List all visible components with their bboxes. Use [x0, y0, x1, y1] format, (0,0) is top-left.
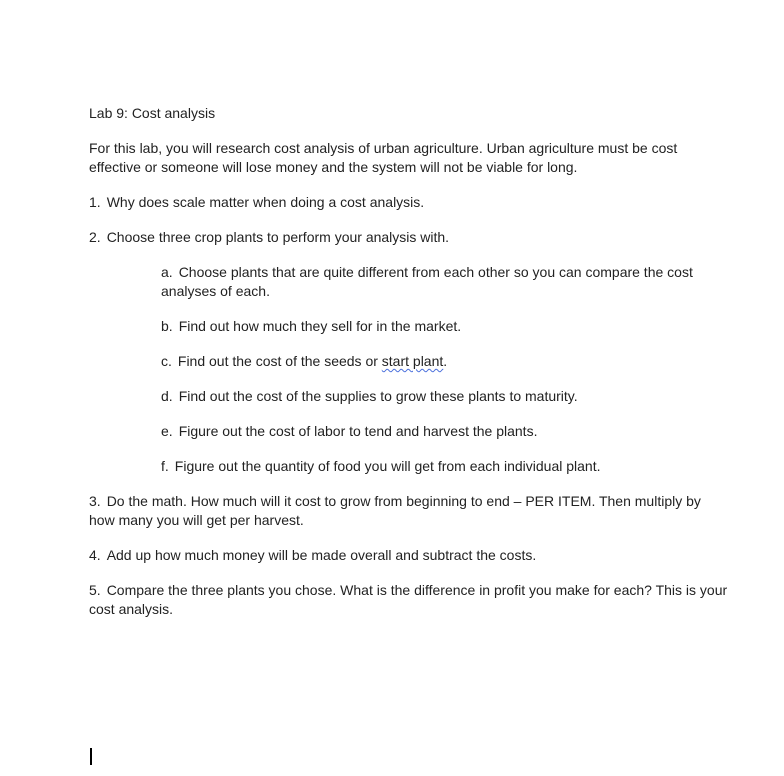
list-marker: 5.: [89, 582, 101, 598]
document-title: Lab 9: Cost analysis: [89, 105, 216, 121]
spellcheck-flagged-text[interactable]: start plant: [381, 353, 444, 369]
sub-marker: e.: [161, 423, 173, 439]
list-item-1: [89, 193, 729, 212]
sub-item-e: [161, 422, 729, 441]
sub-item-text: Find out the cost of the supplies to grow these plants to maturity.: [178, 388, 578, 404]
list-marker: 1.: [89, 194, 101, 210]
list-item-text: Choose three crop plants to perform your analysis with.: [106, 229, 450, 245]
list-item-3: [89, 492, 729, 530]
sub-item-f: [161, 457, 729, 476]
list-marker: 4.: [89, 547, 101, 563]
list-item-text: Add up how much money will be made overall and subtract the costs.: [106, 547, 537, 563]
list-marker: 2.: [89, 229, 101, 245]
sub-marker: b.: [161, 318, 173, 334]
list-item-text: Do the math. How much will it cost to grow from beginning to end – PER ITEM. Then multiply by how many you will get per harvest.: [89, 493, 701, 528]
list-item-2: [89, 228, 729, 247]
sub-item-a: [161, 263, 729, 301]
sub-list: [89, 263, 729, 476]
sub-item-text: Figure out the quantity of food you will get from each individual plant.: [174, 458, 601, 474]
sub-item-d: [161, 387, 729, 406]
list-item-4: [89, 546, 729, 565]
sub-item-text: Find out how much they sell for in the market.: [178, 318, 462, 334]
sub-marker: c.: [161, 353, 172, 369]
list-item-text: Why does scale matter when doing a cost analysis.: [106, 194, 425, 210]
sub-item-text-end: .: [443, 353, 448, 369]
list-item-text: Compare the three plants you chose. What is the difference in profit you make for each? This is your cost analysis.: [89, 582, 728, 617]
sub-item-text: Find out the cost of the seeds or: [177, 353, 382, 369]
sub-item-c: [161, 352, 729, 371]
sub-marker: a.: [161, 264, 173, 280]
sub-marker: d.: [161, 388, 173, 404]
list-item-5: [89, 581, 729, 619]
sub-marker: f.: [161, 458, 169, 474]
sub-item-b: [161, 317, 729, 336]
intro-paragraph: For this lab, you will research cost analysis of urban agriculture. Urban agriculture must be cost effective or someone will lose money and the system will not be viable for long.: [89, 140, 678, 175]
sub-item-text: Figure out the cost of labor to tend and harvest the plants.: [178, 423, 538, 439]
list-marker: 3.: [89, 493, 101, 509]
text-cursor: [90, 748, 92, 765]
document-body[interactable]: [89, 104, 729, 635]
sub-item-text: Choose plants that are quite different from each other so you can compare the cost analyses of each.: [161, 264, 693, 299]
